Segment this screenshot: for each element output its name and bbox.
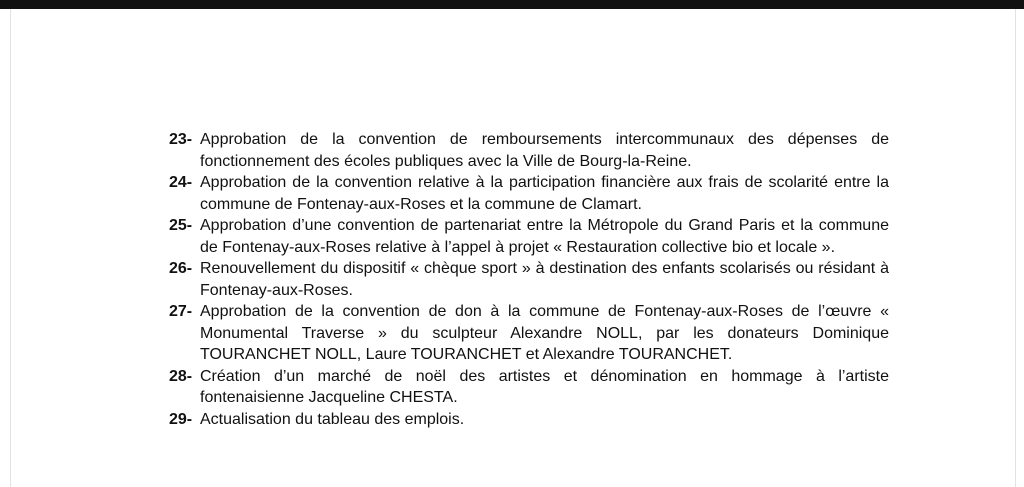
item-text: Approbation de la convention relative à la participation financière aux frais de scolarité entre la commune de Fontenay-aux-Roses et la commune de Clamart.: [200, 174, 889, 213]
item-number: 25-: [169, 217, 193, 234]
item-text: Approbation de la convention de don à la commune de Fontenay-aux-Roses de l’œuvre « Monumental Traverse » du sculpteur Alexandre NOLL, par les donateurs Dominique TOURANCHET NOLL, Laure TOURANCHET et Alexandre TOURANCHET.: [200, 303, 889, 363]
agenda-item-29: [169, 409, 889, 431]
agenda-item-23: [169, 129, 889, 172]
item-number: 27-: [169, 303, 193, 320]
item-text: Création d’un marché de noël des artistes et dénomination en hommage à l’artiste fontenaisienne Jacqueline CHESTA.: [200, 367, 889, 406]
item-number: 29-: [169, 410, 193, 428]
agenda-item-26: [169, 258, 889, 301]
agenda-item-27: [169, 301, 889, 366]
item-text: Actualisation du tableau des emplois.: [200, 410, 465, 428]
top-dark-bar: [0, 0, 1024, 9]
item-text: Renouvellement du dispositif « chèque sport » à destination des enfants scolarisés ou résidant à Fontenay-aux-Roses.: [200, 260, 889, 299]
agenda-item-28: [169, 366, 889, 409]
item-number: 26-: [169, 260, 193, 277]
item-text: Approbation de la convention de remboursements intercommunaux des dépenses de fonctionnement des écoles publiques avec la Ville de Bourg-la-Reine.: [200, 131, 889, 170]
agenda-list: [169, 129, 889, 430]
item-number: 28-: [169, 367, 193, 385]
item-number: 24-: [169, 174, 193, 191]
agenda-item-24: [169, 172, 889, 215]
document-page: [10, 9, 1016, 487]
agenda-item-25: [169, 215, 889, 258]
item-text: Approbation d’une convention de partenariat entre la Métropole du Grand Paris et la commune de Fontenay-aux-Roses relative à l’appel à projet « Restauration collective bio et locale ».: [200, 217, 889, 256]
item-number: 23-: [169, 131, 193, 148]
